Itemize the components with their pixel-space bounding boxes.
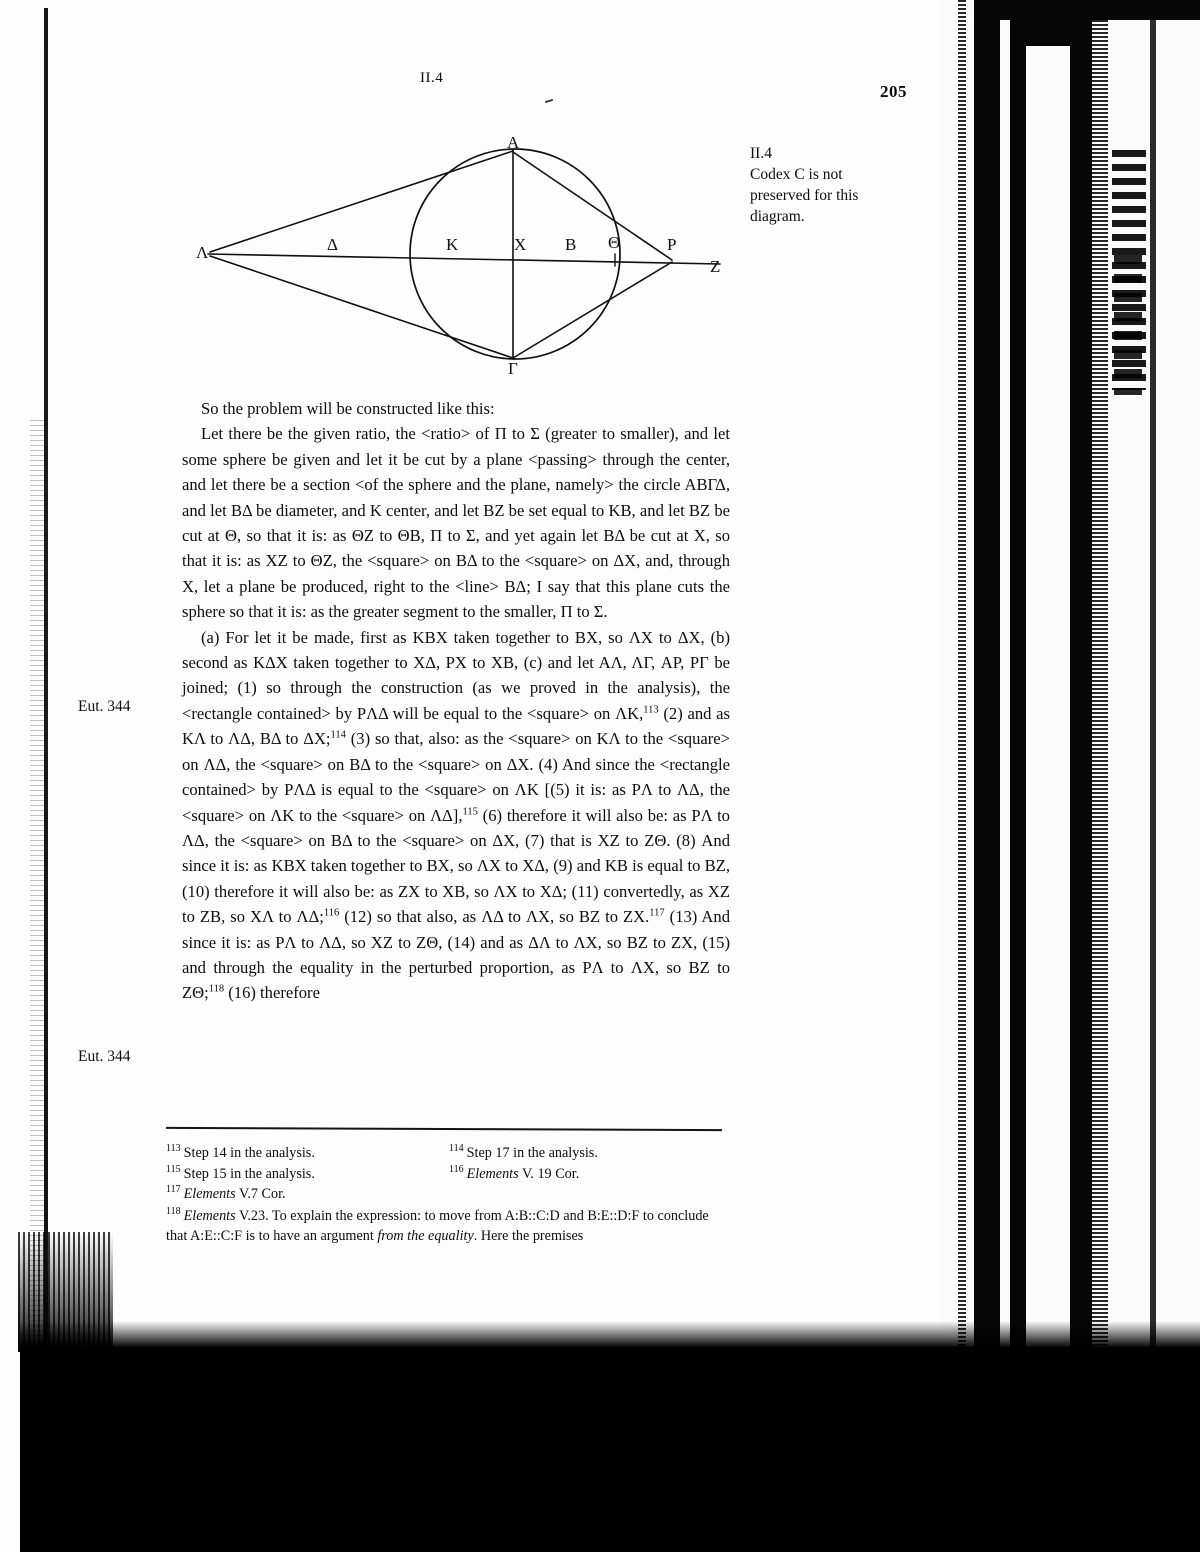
diagram-label-theta: Θ: [608, 233, 621, 252]
scan-bottom-feather: [20, 1321, 1200, 1347]
gutter-band-page-edge: [940, 0, 958, 1372]
footnote-115: [166, 1164, 449, 1185]
footnote-117: [166, 1184, 449, 1205]
footnote-113-text: Step 14 in the analysis.: [183, 1145, 315, 1161]
marginal-note: [750, 143, 900, 227]
proof-segment-2: (2) and as KΛ to ΛΔ, BΔ to ΔX;: [182, 703, 731, 749]
footnote-114: [449, 1143, 732, 1164]
gutter-band-dark-1: [974, 0, 1000, 1372]
footnote-117-title: Elements: [183, 1186, 236, 1203]
gutter-top-cap-2: [1026, 0, 1072, 46]
footnote-116-text: V. 19 Cor.: [518, 1165, 580, 1182]
footnote-115-text: Step 15 in the analysis.: [183, 1165, 315, 1182]
footnote-117-text: V.7 Cor.: [235, 1186, 286, 1203]
gutter-band-dark-3: [1070, 0, 1092, 1372]
margin-reference-eut-2: Eut. 344: [78, 1048, 131, 1065]
paragraph-proof: [182, 625, 730, 1006]
body-text-column: [182, 396, 730, 1006]
margin-reference-eut-1: Eut. 344: [78, 698, 131, 715]
paragraph-setup: Let there be the given ratio, the <ratio> of Π to Σ (greater to smaller), and let some sphere be given and let it be cut by a plane <passing> through the center, and let there be a section <of the sphere and the plane, namely> the circle ABΓΔ, and let BΔ be diameter, and K center, and let BZ be set equal to KB, and let BZ be cut at Θ, so that it is: as ΘZ to ΘB, Π to Σ, and yet again let BΔ be cut at X, so that it is: as XZ to ΘZ, the <square> on BΔ to the <square> on ΔX, and, through X, let a plane be produced, right to the <line> BΔ; I say that this plane cuts the sphere so that it is: as the greater segment to the smaller, Π to Σ.: [182, 424, 730, 622]
marginal-note-heading: II.4: [750, 145, 772, 162]
marginal-note-line-2: preserved for this: [750, 187, 859, 204]
proof-segment-8: (12) so that also, as ΛΔ to ΛX, so BZ to ZX.: [339, 907, 650, 927]
footnote-118-emphasis: from the equality: [377, 1228, 474, 1245]
footnotes-block: [166, 1143, 732, 1247]
footnote-marker-115: 115: [462, 805, 478, 817]
diagram-label-p: P: [667, 235, 677, 254]
gutter-band-white-2: [1000, 0, 1010, 1372]
footnote-114-text: Step 17 in the analysis.: [466, 1145, 598, 1161]
footnote-113: [166, 1143, 449, 1164]
proof-segment-10: (13) And since it is: as PΛ to ΛΔ, so XZ to ZΘ, (14) and as ΔΛ to ΛX, so BZ to ZX, (15) and through the equality in the perturbed proportion, as PΛ to ΛX, so BZ to ZΘ;: [182, 907, 730, 1003]
footnote-marker-116: 116: [323, 907, 340, 919]
circle-abgd: [410, 149, 620, 359]
proof-segment-0: (a) For let it be made, first as KBX taken together to BX, so ΛX to ΔX, (b) second as KΔX taken together to XΔ, PX to XB, (c) and let AΛ, ΛΓ, AP, PΓ be joined; (1) so through the construction (as we proved in the analysis), the <rectangle contained> by PΛΔ will be equal to the <square> on ΛK,: [182, 627, 730, 723]
gutter-band-white-1: [966, 0, 974, 1372]
footnote-115-number: 115: [166, 1163, 181, 1175]
footnote-116: [449, 1164, 732, 1185]
diagram-label-gamma: Γ: [508, 359, 518, 378]
footnote-row-3-spacer: [449, 1184, 732, 1205]
line-lambda-a: [210, 151, 513, 252]
footnote-116-number: 116: [449, 1163, 464, 1175]
gutter-band-dark-2: [1010, 0, 1026, 1372]
footnote-118-title: Elements: [183, 1207, 236, 1224]
gutter-band-speckle-1: [958, 0, 966, 1372]
diagram-label-delta: Δ: [327, 235, 338, 254]
footnote-marker-113: 113: [643, 704, 659, 716]
footnote-row-2: [166, 1164, 732, 1185]
line-lambda-gamma: [210, 256, 513, 358]
footnote-marker-118: 118: [208, 983, 225, 995]
proof-segment-4: (3) so that, also: as the <square> on KΛ to the <square> on ΛΔ, the <square> on BΔ to the <square> on ΔX. (4) And since the <rectangle contained> by PΛΔ is equal to the <square> on ΛK [(5) it is: as PΛ to ΛΔ, the <square> on ΛK to the <square> on ΛΔ],: [182, 729, 730, 825]
spine-ink-marks-lower: [1114, 255, 1142, 395]
geometric-diagram: [180, 130, 750, 380]
footnote-118-number: 118: [166, 1206, 181, 1218]
gutter-band-speckle-2: [1092, 0, 1108, 1372]
footnote-116-title: Elements: [466, 1165, 519, 1182]
footnote-117-number: 117: [166, 1184, 181, 1196]
gutter-band-white-3: [1026, 0, 1070, 1372]
page-number: 205: [880, 82, 907, 101]
diagram-label-a: A: [507, 133, 520, 152]
marginal-note-line-1: Codex C is not: [750, 166, 843, 183]
scan-speck: [545, 99, 553, 103]
paragraph-intro: So the problem will be constructed like this:: [201, 399, 495, 418]
diagram-label-lambda: Λ: [196, 243, 209, 262]
scan-left-noise-artifact: [30, 420, 48, 1350]
diagram-label-k: K: [446, 235, 459, 254]
proof-segment-12: (16) therefore: [224, 983, 320, 1003]
scan-bottom-left-fuzz: [18, 1232, 113, 1352]
diagram-label-b: B: [565, 235, 577, 254]
scan-bottom-shadow: [20, 1347, 1200, 1552]
diagram-label-x: X: [514, 235, 527, 254]
footnote-marker-114: 114: [330, 729, 346, 741]
diagram-label-z: Z: [710, 257, 721, 276]
running-head: II.4: [420, 70, 444, 86]
footnote-118-text-b: . Here the premises: [473, 1228, 584, 1245]
line-p-gamma: [513, 262, 672, 358]
marginal-note-line-3: diagram.: [750, 208, 805, 225]
footnote-row-1: [166, 1143, 732, 1164]
gutter-top-cap: [974, 0, 1200, 20]
line-axis-lambda-z: [208, 254, 720, 264]
diagram-svg: [180, 130, 750, 380]
proof-segment-6: (6) therefore it will also be: as PΛ to ΛΔ, the <square> on BΔ to the <square> on ΔX, (7) that is XZ to ZΘ. (8) And since it is: as KBX taken together to BX, so ΛX to XΔ, (9) and KB is equal to BZ, (10) therefore it will also be: as ZX to XB, so ΛX to XΔ; (11) convertedly, as XZ to ZB, so XΛ to ΛΔ;: [182, 805, 730, 927]
footnote-114-number: 114: [449, 1143, 464, 1155]
footnote-118-text-a: V.23. To explain the expression: to move from A:B::C:D and B:E::D:F to conclude that A:E::C:F is to have an argument: [166, 1207, 709, 1245]
footnote-separator-rule: [166, 1127, 722, 1131]
footnote-row-3: [166, 1184, 732, 1205]
footnote-marker-117: 117: [649, 907, 665, 919]
line-a-p: [513, 152, 672, 260]
gutter-band-white-5: [1156, 0, 1200, 1372]
footnote-113-number: 113: [166, 1143, 181, 1155]
footnote-118: [166, 1206, 732, 1247]
